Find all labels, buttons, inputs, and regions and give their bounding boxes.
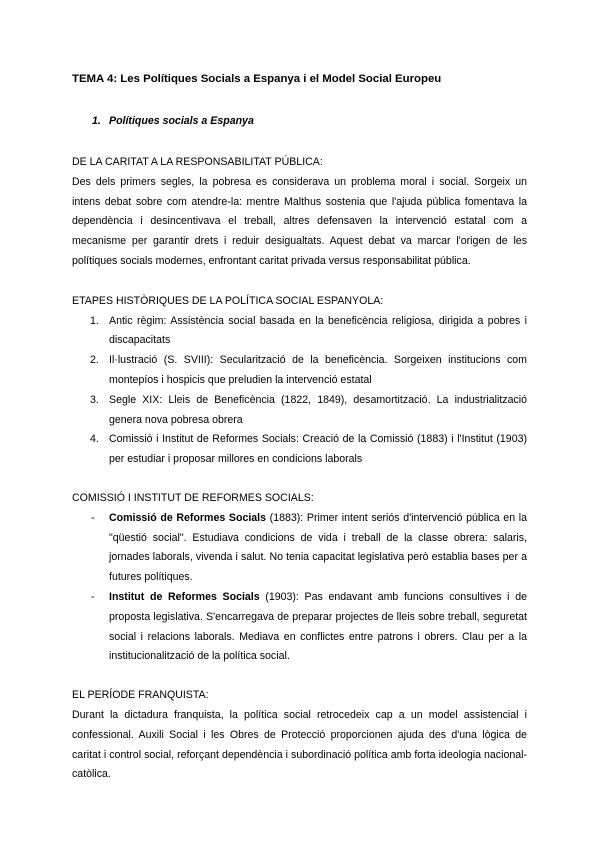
- comissio-heading: COMISSIÓ I INSTITUT DE REFORMES SOCIALS:: [72, 491, 314, 504]
- list-item-text: Segle XIX: Lleis de Beneficència (1822, 1849), desamortització. La industrialització genera nova pobresa obrera: [109, 393, 527, 426]
- list-item-text: (1903): Pas endavant amb funcions consultives i de proposta legislativa. S'encarregava de preparar projectes de lleis sobre treball, seguretat social i relacions laborals. Mediava en conflictes entre patrons i obrers. Clau per a la institucionalització de la política social.: [109, 590, 527, 663]
- list-item-text: Il·lustració (S. SVIII): Secularització de la beneficència. Sorgeixen institucions com montepíos i hospicis que preludien la intervenció estatal: [109, 354, 527, 386]
- list-item: [72, 430, 527, 470]
- list-item: [72, 391, 527, 431]
- section-title-text: Polítiques socials a Espanya: [109, 115, 254, 127]
- section-title: [92, 112, 527, 130]
- list-marker: 4.: [90, 433, 99, 446]
- list-item-text: Comissió i Institut de Reformes Socials: Creació de la Comissió (1883) i l'Institut (1903) per estudiar i proposar millores en condicions laborals: [109, 433, 527, 466]
- list-item: [72, 509, 527, 588]
- list-item: [72, 351, 527, 391]
- list-item-term: Comissió de Reformes Socials: [109, 511, 267, 524]
- franquisme-paragraph: Durant la dictadura franquista, la política social retrocedeix cap a un model assistencial i confessional. Auxili Social i les Obres de Protecció proporcionen ajuda des d'una lògica de caritat i control social, reforçant dependència i subordinació política amb forta ideologia nacional-catòlica.: [72, 708, 527, 781]
- list-marker: -: [91, 511, 95, 524]
- caritat-paragraph: Des dels primers segles, la pobresa es considerava un problema moral i social. Sorgeix un intens debat sobre com atendre-la: mentre Malthus sostenia que l'ajuda pública fomentava la dependència i desincentivava el treball, altres defensaven la intervenció estatal com a mecanisme per garantir drets i reduir desigualtats. Aquest debat va marcar l'origen de les polítiques socials modernes, enfrontant caritat privada versus responsabilitat pública.: [72, 175, 527, 267]
- list-marker: 3.: [90, 393, 99, 406]
- list-item-text: (1883): Primer intent seriós d'intervenció pública en la "qüestió social". Estudiava condicions de vida i treball de la classe obrera: salaris, jornades laborals, vivenda i salut. No tenia capacitat legislativa però establia bases per a futures polítiques.: [109, 511, 527, 584]
- comissio-list: [72, 509, 527, 667]
- list-marker: -: [91, 590, 95, 603]
- etapes-heading: ETAPES HISTÒRIQUES DE LA POLÍTICA SOCIAL ESPANYOLA:: [72, 294, 384, 307]
- etapes-list: [72, 312, 527, 470]
- section-number: 1.: [92, 115, 101, 127]
- document-title: TEMA 4: Les Polítiques Socials a Espanya i el Model Social Europeu: [72, 73, 442, 85]
- document-page: [72, 70, 527, 805]
- list-marker: 1.: [90, 314, 99, 327]
- list-item-term: Institut de Reformes Socials: [109, 590, 260, 603]
- list-item: [72, 312, 527, 352]
- franquisme-heading: EL PERÍODE FRANQUISTA:: [72, 689, 209, 702]
- list-item-text: Antic règim: Assistència social basada en la beneficència religiosa, dirigida a pobres i discapacitats: [109, 314, 527, 347]
- list-marker: 2.: [90, 354, 99, 367]
- list-item: [72, 588, 527, 667]
- caritat-heading: DE LA CARITAT A LA RESPONSABILITAT PÚBLICA:: [72, 156, 323, 168]
